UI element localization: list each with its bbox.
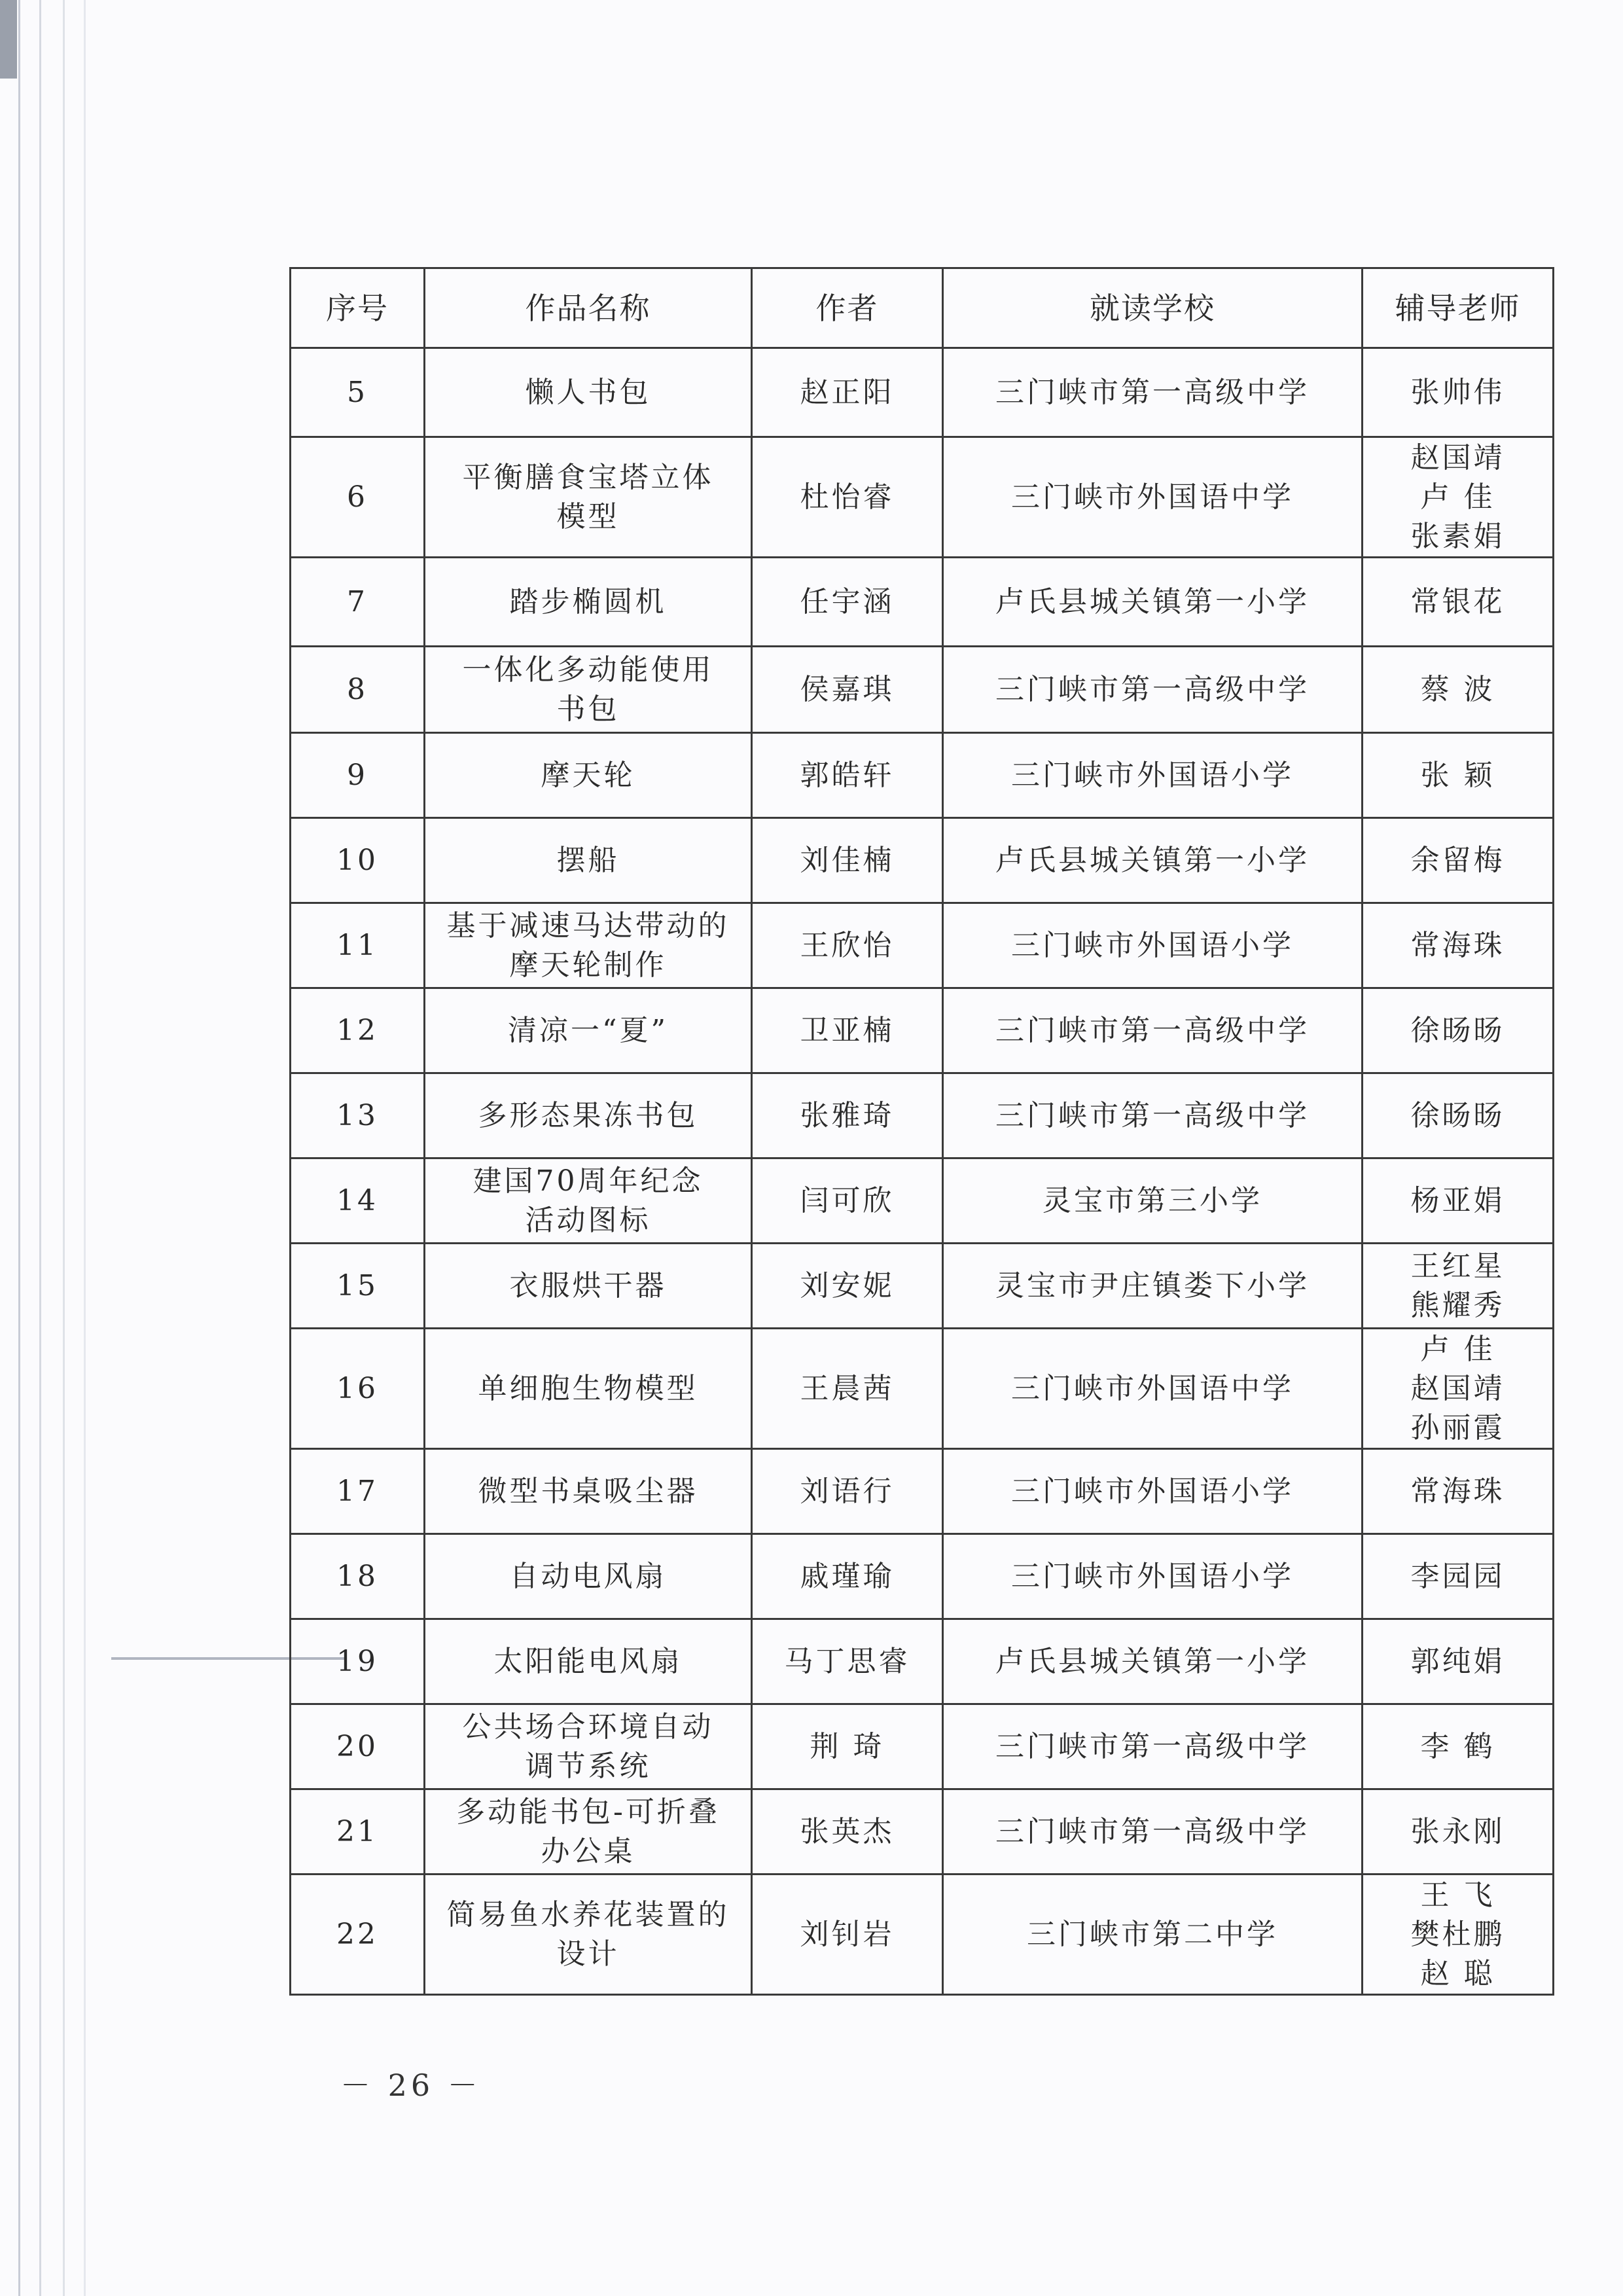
table-row: [291, 1244, 1554, 1329]
cell-title-line: 一体化多动能使用: [462, 653, 714, 687]
cell-author: 郭皓轩: [752, 733, 943, 818]
scan-edge-shadow: [0, 0, 17, 79]
cell-teacher-line: 王 飞: [1420, 1878, 1495, 1912]
cell-title: [425, 1619, 752, 1704]
cell-title-line: 多形态果冻书包: [478, 1098, 698, 1132]
cell-author: 闫可欣: [752, 1158, 943, 1244]
table-row: [291, 818, 1554, 903]
cell-teacher-line: 王红星: [1410, 1249, 1505, 1283]
table-row: [291, 1619, 1554, 1704]
cell-number: 14: [291, 1158, 425, 1244]
header-school: 就读学校: [943, 268, 1363, 348]
cell-number: 22: [291, 1874, 425, 1995]
header-number: 序号: [291, 268, 425, 348]
cell-school: 三门峡市外国语中学: [943, 1329, 1363, 1449]
cell-title: [425, 733, 752, 818]
cell-title-line: 自动电风扇: [509, 1559, 667, 1593]
cell-teacher-line: 赵国靖: [1410, 440, 1505, 475]
cell-title-line: 太阳能电风扇: [493, 1644, 683, 1678]
cell-school: 卢氏县城关镇第一小学: [943, 818, 1363, 903]
cell-title-line: 设计: [556, 1937, 620, 1971]
cell-title-line: 衣服烘干器: [509, 1268, 667, 1302]
cell-title-line: 摆船: [556, 843, 620, 877]
cell-author: 王欣怡: [752, 903, 943, 988]
cell-teacher: [1363, 903, 1554, 988]
cell-title: [425, 1244, 752, 1329]
cell-title: [425, 1073, 752, 1158]
cell-teacher: [1363, 1158, 1554, 1244]
cell-author: 任宇涵: [752, 558, 943, 647]
cell-school: 三门峡市第一高级中学: [943, 1704, 1363, 1789]
table-row: [291, 1874, 1554, 1995]
cell-teacher: [1363, 1874, 1554, 1995]
cell-title-line: 多动能书包-可折叠: [456, 1795, 720, 1829]
cell-school: 三门峡市外国语小学: [943, 1534, 1363, 1619]
cell-title-line: 公共场合环境自动: [462, 1710, 714, 1744]
cell-teacher: [1363, 647, 1554, 733]
cell-title-line: 清凉一“夏”: [508, 1013, 668, 1047]
cell-teacher-line: 常海珠: [1410, 928, 1505, 962]
cell-title: [425, 1874, 752, 1995]
cell-teacher-line: 蔡 波: [1420, 672, 1495, 706]
cell-teacher: [1363, 348, 1554, 437]
table-header-row: [291, 268, 1554, 348]
cell-school: 灵宝市第三小学: [943, 1158, 1363, 1244]
cell-number: 20: [291, 1704, 425, 1789]
cell-teacher: [1363, 1534, 1554, 1619]
cell-teacher-line: 张永刚: [1410, 1814, 1505, 1848]
cell-title-line: 摩天轮: [541, 758, 635, 792]
cell-teacher: [1363, 558, 1554, 647]
cell-teacher-line: 余留梅: [1410, 843, 1505, 877]
cell-title: [425, 558, 752, 647]
cell-title: [425, 1158, 752, 1244]
page-edge: [18, 0, 20, 2296]
cell-author: 侯嘉琪: [752, 647, 943, 733]
table-row: [291, 348, 1554, 437]
cell-teacher: [1363, 1329, 1554, 1449]
cell-teacher: [1363, 1449, 1554, 1534]
cell-school: 灵宝市尹庄镇娄下小学: [943, 1244, 1363, 1329]
cell-author: 马丁思睿: [752, 1619, 943, 1704]
cell-title-line: 办公桌: [541, 1834, 635, 1868]
cell-number: 16: [291, 1329, 425, 1449]
table-row: [291, 1789, 1554, 1874]
cell-title-line: 摩天轮制作: [509, 948, 667, 982]
header-teacher: 辅导老师: [1363, 268, 1554, 348]
table-row: [291, 1449, 1554, 1534]
cell-school: 三门峡市第一高级中学: [943, 988, 1363, 1073]
cell-number: 21: [291, 1789, 425, 1874]
cell-number: 17: [291, 1449, 425, 1534]
cell-author: 杜怡睿: [752, 437, 943, 558]
cell-teacher-line: 赵 聪: [1420, 1956, 1495, 1990]
cell-teacher-line: 李 鹤: [1420, 1729, 1495, 1763]
cell-teacher-line: 张素娟: [1410, 519, 1505, 553]
table-row: [291, 1534, 1554, 1619]
cell-title: [425, 1329, 752, 1449]
cell-author: 刘语行: [752, 1449, 943, 1534]
works-table: [289, 267, 1554, 1996]
cell-teacher-line: 赵国靖: [1410, 1371, 1505, 1405]
cell-title: [425, 1449, 752, 1534]
cell-teacher-line: 卢 佳: [1420, 480, 1495, 514]
cell-title: [425, 988, 752, 1073]
cell-teacher-line: 徐旸旸: [1410, 1098, 1505, 1132]
cell-number: 5: [291, 348, 425, 437]
table-row: [291, 437, 1554, 558]
cell-teacher-line: 郭纯娟: [1410, 1644, 1505, 1678]
cell-school: 三门峡市第一高级中学: [943, 348, 1363, 437]
cell-author: 赵正阳: [752, 348, 943, 437]
header-author: 作者: [752, 268, 943, 348]
cell-teacher-line: 杨亚娟: [1410, 1183, 1505, 1217]
table-row: [291, 1704, 1554, 1789]
cell-teacher-line: 徐旸旸: [1410, 1013, 1505, 1047]
cell-number: 18: [291, 1534, 425, 1619]
cell-teacher-line: 孙丽霞: [1410, 1410, 1505, 1444]
cell-title-line: 模型: [556, 499, 620, 533]
cell-school: 卢氏县城关镇第一小学: [943, 1619, 1363, 1704]
table-row: [291, 733, 1554, 818]
cell-title-line: 微型书桌吸尘器: [478, 1474, 698, 1508]
cell-teacher-line: 熊耀秀: [1410, 1288, 1505, 1322]
table-row: [291, 558, 1554, 647]
table-row: [291, 988, 1554, 1073]
cell-number: 6: [291, 437, 425, 558]
cell-title: [425, 903, 752, 988]
cell-teacher: [1363, 818, 1554, 903]
cell-teacher: [1363, 1704, 1554, 1789]
cell-number: 7: [291, 558, 425, 647]
cell-author: 卫亚楠: [752, 988, 943, 1073]
cell-number: 8: [291, 647, 425, 733]
cell-teacher-line: 李园园: [1410, 1559, 1505, 1593]
cell-author: 戚瑾瑜: [752, 1534, 943, 1619]
cell-school: 三门峡市第二中学: [943, 1874, 1363, 1995]
cell-teacher-line: 张 颖: [1420, 758, 1495, 792]
cell-author: 荆 琦: [752, 1704, 943, 1789]
cell-title-line: 调节系统: [525, 1749, 651, 1783]
cell-title: [425, 437, 752, 558]
cell-teacher: [1363, 1073, 1554, 1158]
table-row: [291, 1073, 1554, 1158]
cell-author: 刘佳楠: [752, 818, 943, 903]
cell-title: [425, 818, 752, 903]
cell-author: 刘安妮: [752, 1244, 943, 1329]
cell-title: [425, 647, 752, 733]
cell-title: [425, 1704, 752, 1789]
cell-teacher-line: 樊杜鹏: [1410, 1917, 1505, 1951]
cell-school: 三门峡市外国语小学: [943, 733, 1363, 818]
cell-school: 三门峡市第一高级中学: [943, 1073, 1363, 1158]
cell-teacher-line: 卢 佳: [1420, 1332, 1495, 1366]
cell-number: 12: [291, 988, 425, 1073]
cell-title-line: 建国70周年纪念: [473, 1164, 704, 1198]
cell-teacher: [1363, 1244, 1554, 1329]
cell-title-line: 踏步椭圆机: [509, 584, 667, 619]
cell-author: 刘钊岩: [752, 1874, 943, 1995]
cell-title: [425, 1789, 752, 1874]
cell-teacher: [1363, 1619, 1554, 1704]
cell-number: 11: [291, 903, 425, 988]
cell-teacher: [1363, 988, 1554, 1073]
cell-teacher-line: 常银花: [1410, 584, 1505, 619]
cell-number: 19: [291, 1619, 425, 1704]
cell-number: 15: [291, 1244, 425, 1329]
cell-teacher-line: 常海珠: [1410, 1474, 1505, 1508]
cell-title: [425, 348, 752, 437]
cell-school: 卢氏县城关镇第一小学: [943, 558, 1363, 647]
cell-author: 张英杰: [752, 1789, 943, 1874]
cell-title-line: 活动图标: [525, 1203, 651, 1237]
cell-school: 三门峡市外国语小学: [943, 903, 1363, 988]
cell-teacher: [1363, 437, 1554, 558]
cell-number: 9: [291, 733, 425, 818]
header-title: 作品名称: [425, 268, 752, 348]
cell-school: 三门峡市第一高级中学: [943, 647, 1363, 733]
cell-teacher-line: 张帅伟: [1410, 375, 1505, 409]
cell-teacher: [1363, 733, 1554, 818]
table-row: [291, 1329, 1554, 1449]
cell-title-line: 单细胞生物模型: [478, 1371, 698, 1405]
page-number: － 26 －: [340, 2068, 482, 2103]
table-row: [291, 647, 1554, 733]
table-row: [291, 1158, 1554, 1244]
table-row: [291, 903, 1554, 988]
page-edge: [39, 0, 41, 2296]
page-edge: [63, 0, 65, 2296]
cell-title-line: 平衡膳食宝塔立体: [462, 460, 714, 494]
table-body: [291, 348, 1554, 1995]
cell-teacher: [1363, 1789, 1554, 1874]
cell-title-line: 懒人书包: [525, 375, 651, 409]
cell-author: 张雅琦: [752, 1073, 943, 1158]
cell-title-line: 书包: [556, 692, 620, 726]
cell-title: [425, 1534, 752, 1619]
cell-author: 王晨茜: [752, 1329, 943, 1449]
cell-title-line: 基于减速马达带动的: [446, 908, 730, 942]
cell-title-line: 简易鱼水养花装置的: [446, 1897, 730, 1931]
page-edge: [84, 0, 86, 2296]
cell-school: 三门峡市外国语小学: [943, 1449, 1363, 1534]
cell-school: 三门峡市外国语中学: [943, 437, 1363, 558]
cell-number: 13: [291, 1073, 425, 1158]
cell-number: 10: [291, 818, 425, 903]
cell-school: 三门峡市第一高级中学: [943, 1789, 1363, 1874]
